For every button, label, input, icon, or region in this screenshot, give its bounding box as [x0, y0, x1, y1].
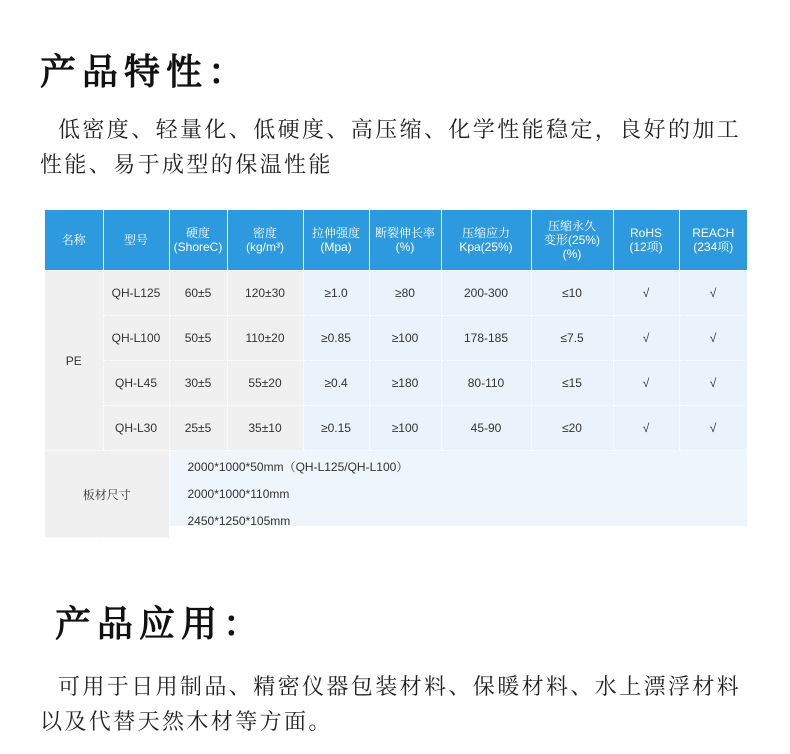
- table-cell: ≤15: [531, 361, 613, 406]
- sheet-size-row: [45, 451, 747, 538]
- table-cell: ≥100: [369, 316, 441, 361]
- features-heading: 产品特性：: [40, 52, 251, 93]
- header-cell: REACH (234项): [679, 210, 747, 271]
- sheet-size-label: 板材尺寸: [45, 451, 169, 538]
- table-cell: √: [679, 316, 747, 361]
- table-cell: 50±5: [169, 316, 227, 361]
- table-row: [45, 406, 747, 451]
- table-cell: 30±5: [169, 361, 227, 406]
- table-cell: QH-L125: [103, 271, 169, 316]
- table-cell: √: [679, 406, 747, 451]
- table-cell: √: [613, 316, 679, 361]
- header-cell: 压缩永久 变形(25%) (%): [531, 210, 613, 271]
- applications-text: 可用于日用制品、精密仪器包装材料、保暖材料、水上漂浮材料以及代替天然木材等方面。: [40, 675, 742, 735]
- sheet-size-line: 2000*1000*110mm: [187, 486, 290, 501]
- header-cell: 拉伸强度 (Mpa): [303, 210, 369, 271]
- table-cell: ≤7.5: [531, 316, 613, 361]
- sheet-size-line: 2450*1250*105mm: [187, 513, 291, 528]
- sheet-size-line: 2000*1000*50mm（QH-L125/QH-L100）: [187, 459, 409, 474]
- header-cell: RoHS (12项): [613, 210, 679, 271]
- table-cell: ≥1.0: [303, 271, 369, 316]
- table-row: [45, 271, 747, 316]
- table-row: [45, 361, 747, 406]
- table-cell: 45-90: [441, 406, 531, 451]
- table-cell: √: [613, 271, 679, 316]
- table-header-row: [45, 210, 747, 271]
- header-cell: 密度 (kg/m³): [227, 210, 303, 271]
- table-cell: QH-L100: [103, 316, 169, 361]
- table-row: [45, 316, 747, 361]
- table-cell: √: [679, 271, 747, 316]
- header-cell: 名称: [45, 210, 103, 271]
- table-cell: ≥0.15: [303, 406, 369, 451]
- table-cell: QH-L45: [103, 361, 169, 406]
- table-cell: ≤20: [531, 406, 613, 451]
- spec-table-container: [45, 210, 747, 526]
- header-cell: 硬度 (ShoreC): [169, 210, 227, 271]
- table-cell: 80-110: [441, 361, 531, 406]
- table-cell: 120±30: [227, 271, 303, 316]
- table-cell: 55±20: [227, 361, 303, 406]
- material-cell: PE: [45, 271, 103, 451]
- table-cell: ≥0.85: [303, 316, 369, 361]
- features-text: 低密度、轻量化、低硬度、高压缩、化学性能稳定，良好的加工性能、易于成型的保温性能: [40, 118, 742, 178]
- table-cell: QH-L30: [103, 406, 169, 451]
- table-cell: 35±10: [227, 406, 303, 451]
- table-cell: √: [613, 406, 679, 451]
- table-cell: ≥80: [369, 271, 441, 316]
- table-cell: √: [613, 361, 679, 406]
- table-cell: ≥0.4: [303, 361, 369, 406]
- table-cell: √: [679, 361, 747, 406]
- sheet-size-values: [169, 451, 747, 538]
- table-cell: ≥100: [369, 406, 441, 451]
- table-cell: 200-300: [441, 271, 531, 316]
- header-cell: 型号: [103, 210, 169, 271]
- table-cell: 110±20: [227, 316, 303, 361]
- table-cell: ≥180: [369, 361, 441, 406]
- header-cell: 断裂伸长率 (%): [369, 210, 441, 271]
- table-cell: ≤10: [531, 271, 613, 316]
- spec-table: [45, 210, 748, 538]
- table-cell: 25±5: [169, 406, 227, 451]
- header-cell: 压缩应力 Kpa(25%): [441, 210, 531, 271]
- applications-heading: 产品应用：: [55, 604, 266, 645]
- table-cell: 60±5: [169, 271, 227, 316]
- table-cell: 178-185: [441, 316, 531, 361]
